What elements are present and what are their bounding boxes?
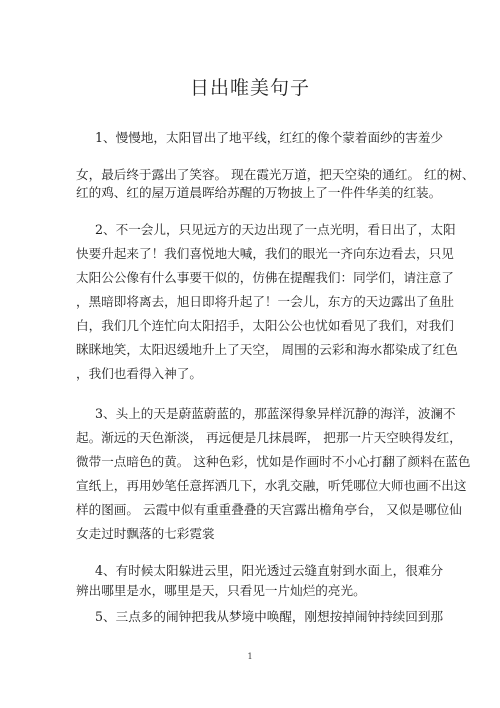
paragraph-line: 红的鸡、红的屋万道晨晖给苏醒的万物披上了一件件华美的红装。 (76, 185, 442, 200)
paragraph-line: 太阳公公像有什么事要干似的，仿佛在提醒我们：同学们，请注意了 (76, 270, 454, 285)
paragraph-line: 2、不一会儿，只见远方的天边出现了一点光明，看日出了，太阳 (95, 222, 456, 237)
paragraph-line: 快要升起来了！我们喜悦地大喊，我们的眼光一齐向东边看去，只见 (76, 246, 454, 261)
paragraph-line: 宣纸上，再用妙笔任意挥洒几下，水乳交融，听凭哪位大师也画不出这 (76, 478, 467, 493)
paragraph-line: 5、三点多的闹钟把我从梦境中唤醒，刚想按掉闹钟持续回到那 (95, 609, 444, 624)
paragraph-line: 4、有时候太阳躲进云里，阳光透过云缝直射到水面上，很难分 (95, 563, 444, 578)
paragraph-line: ，黑暗即将离去，旭日即将升起了！一会儿，东方的天边露出了鱼肚 (76, 294, 454, 309)
page-number: 1 (247, 652, 253, 661)
paragraph-line: ，我们也看得入神了。 (76, 366, 202, 381)
paragraph-line: 女，最后终于露出了笑容。 现在霞光万道，把天空染的通红。 红的树、 (76, 167, 475, 182)
paragraph-line: 起。渐远的天色渐淡， 再远便是几抹晨晖， 把那一片天空映得发红， (76, 430, 462, 445)
paragraph-line: 女走过时飘落的七彩霓裳 (76, 526, 215, 541)
paragraph-line: 眯眯地笑，太阳迟缓地升上了天空， 周围的云彩和海水都染成了红色 (76, 342, 458, 357)
paragraph-line: 1、慢慢地，太阳冒出了地平线，红红的像个蒙着面纱的害羞少 (95, 130, 444, 145)
paragraph-line: 辨出哪里是水，哪里是天，只看见一片灿烂的亮光。 (76, 583, 366, 598)
document-title: 日出唯美句子 (189, 77, 310, 99)
paragraph-line: 3、头上的天是蔚蓝蔚蓝的，那蓝深得象异样沉静的海洋，波澜不 (95, 406, 456, 421)
paragraph-line: 微带一点暗色的黄。 这种色彩，忧如是作画时不小心打翻了颜料在蓝色 (76, 454, 471, 469)
paragraph-line: 样的图画。 云霞中似有重重叠叠的天宫露出檐角亭台， 又似是哪位仙 (76, 502, 462, 517)
paragraph-line: 白，我们几个连忙向太阳招手，太阳公公也忧如看见了我们，对我们 (76, 318, 454, 333)
